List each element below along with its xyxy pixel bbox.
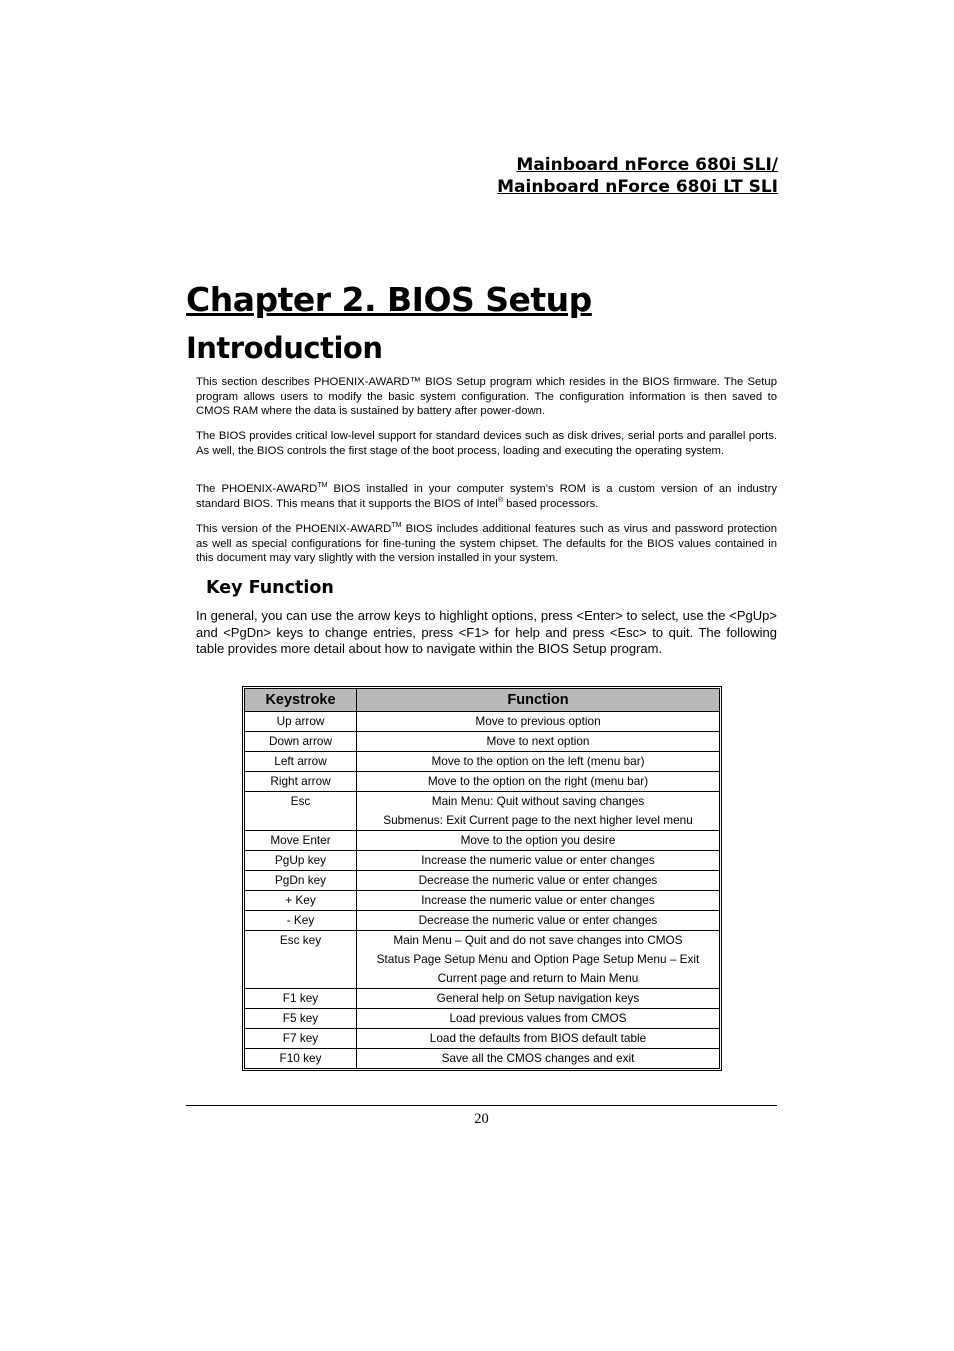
trademark-mark: TM — [317, 482, 328, 489]
function-cell — [357, 871, 720, 891]
p4-text-a: This version of the PHOENIX-AWARD — [196, 523, 392, 535]
table-row — [245, 891, 720, 911]
function-cell — [357, 851, 720, 871]
table-row — [245, 1049, 720, 1069]
keystroke-cell: - Key — [245, 911, 357, 931]
function-text: Load the defaults from BIOS default table — [429, 1031, 647, 1045]
page-number: 20 — [474, 1111, 489, 1127]
function-cell — [357, 732, 720, 752]
table-row — [245, 712, 720, 732]
function-text: Increase the numeric value or enter changes — [421, 853, 655, 867]
intro-paragraph-1: This section describes PHOENIX-AWARD™ BIOS Setup program which resides in the BIOS firmware. The Setup program allows users to modify the basic system configuration. The configuration information is then saved to CMOS RAM where the data is sustained by battery after power-down. — [196, 376, 777, 417]
table-row — [245, 732, 720, 752]
intro-paragraph-3 — [196, 482, 777, 511]
function-text: Move to the option on the left (menu bar) — [431, 754, 645, 768]
p3-text-a: The PHOENIX-AWARD — [196, 483, 318, 495]
function-text: Move to the option on the right (menu bar) — [427, 774, 649, 788]
table-row — [245, 831, 720, 851]
table-row — [245, 772, 720, 792]
header-model-line-1: Mainboard nForce 680i SLI/ — [516, 155, 778, 175]
function-cell — [357, 752, 720, 772]
function-cell — [357, 911, 720, 931]
p4-text-b: BIOS includes additional features such as virus and password protection as well as special configurations for fine-tuning the system chipset. The defaults for the BIOS values contained in this document may vary slightly with the version installed in your system. — [196, 523, 777, 564]
keystroke-column-header: Keystroke — [245, 689, 357, 712]
table-row — [245, 1029, 720, 1049]
section-title: Introduction — [186, 331, 383, 365]
table-header-row — [245, 689, 720, 712]
key-function-intro: In general, you can use the arrow keys to highlight options, press <Enter> to select, use the <PgUp> and <PgDn> keys to change entries, press <F1> for help and press <Esc> to quit. The following table provides more detail about how to navigate within the BIOS Setup program. — [196, 608, 777, 656]
chapter-title: Chapter 2. BIOS Setup — [186, 280, 592, 319]
function-text: General help on Setup navigation keys — [436, 991, 640, 1005]
function-text: Increase the numeric value or enter changes — [421, 893, 655, 907]
function-cell — [357, 712, 720, 732]
keystroke-cell: F1 key — [245, 989, 357, 1009]
table-row — [245, 871, 720, 891]
function-text: Move to previous option — [475, 714, 601, 728]
function-cell — [357, 1029, 720, 1049]
table-row — [245, 851, 720, 871]
function-cell — [357, 931, 720, 989]
function-text: Move to next option — [486, 734, 590, 748]
intro-paragraph-2: The BIOS provides critical low-level support for standard devices such as disk drives, serial ports and parallel ports. As well, the BIOS controls the first stage of the boot process, loading and executing the operating system. — [196, 430, 777, 457]
table-row — [245, 1009, 720, 1029]
function-column-header: Function — [357, 689, 720, 712]
function-cell — [357, 891, 720, 911]
function-text: Load previous values from CMOS — [449, 1011, 627, 1025]
header-model-line-2: Mainboard nForce 680i LT SLI — [497, 177, 778, 197]
keystroke-cell: Down arrow — [245, 732, 357, 752]
key-function-table — [242, 686, 722, 1071]
function-cell — [357, 1009, 720, 1029]
function-cell — [357, 831, 720, 851]
keystroke-cell: PgDn key — [245, 871, 357, 891]
footer-divider — [186, 1105, 777, 1106]
function-text: Status Page Setup Menu and Option Page Setup Menu – Exit — [376, 952, 700, 966]
keystroke-cell: Up arrow — [245, 712, 357, 732]
keystroke-cell: Left arrow — [245, 752, 357, 772]
table-row — [245, 752, 720, 772]
keystroke-cell: F10 key — [245, 1049, 357, 1069]
keystroke-cell: Right arrow — [245, 772, 357, 792]
function-cell — [357, 1049, 720, 1069]
function-text: Current page and return to Main Menu — [437, 971, 639, 985]
function-cell — [357, 792, 720, 831]
table-body — [245, 712, 720, 1069]
keystroke-cell: Esc — [245, 792, 357, 831]
keystroke-cell: F5 key — [245, 1009, 357, 1029]
table-row — [245, 989, 720, 1009]
function-text: Move to the option you desire — [460, 833, 616, 847]
function-text: Decrease the numeric value or enter changes — [418, 873, 658, 887]
keystroke-cell: + Key — [245, 891, 357, 911]
subsection-title: Key Function — [206, 578, 334, 598]
table-row — [245, 792, 720, 831]
keystroke-cell: Move Enter — [245, 831, 357, 851]
p3-text-c: based processors. — [503, 497, 599, 510]
function-text: Submenus: Exit Current page to the next higher level menu — [383, 813, 693, 827]
registered-mark: ® — [497, 496, 503, 504]
function-text: Decrease the numeric value or enter changes — [418, 913, 658, 927]
table-row — [245, 931, 720, 989]
keystroke-cell: Esc key — [245, 931, 357, 989]
function-text: Main Menu – Quit and do not save changes into CMOS — [393, 933, 683, 947]
keystroke-cell: F7 key — [245, 1029, 357, 1049]
keystroke-cell: PgUp key — [245, 851, 357, 871]
function-text: Main Menu: Quit without saving changes — [431, 794, 645, 808]
function-cell — [357, 772, 720, 792]
p3-text-b: BIOS installed in your computer system’s ROM is a custom version of an industry standard BIOS. This means that it supports the BIOS of Intel — [196, 483, 777, 510]
function-text: Save all the CMOS changes and exit — [441, 1051, 635, 1065]
intro-paragraph-4 — [196, 522, 777, 566]
trademark-mark: TM — [391, 522, 402, 529]
function-cell — [357, 989, 720, 1009]
table-row — [245, 911, 720, 931]
